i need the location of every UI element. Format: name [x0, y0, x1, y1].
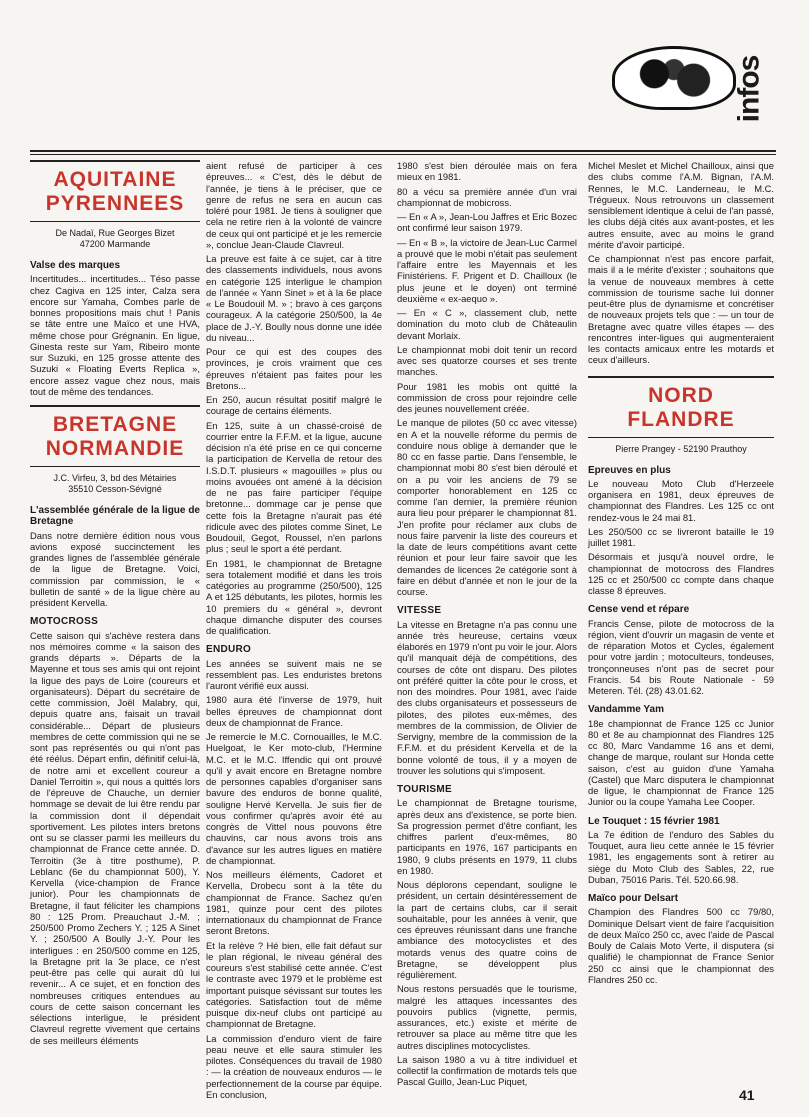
subheading: L'assemblée générale de la ligue de Bretagne [30, 505, 200, 528]
section-title: NORD FLANDRE [627, 383, 735, 431]
correspondent-address: Pierre Prangey - 52190 Prauthoy [615, 443, 747, 454]
column-2 [206, 160, 382, 1103]
subheading: Maïco pour Delsart [588, 893, 679, 904]
subheading: TOURISME [397, 784, 452, 795]
paragraph: Nos meilleurs éléments, Cadoret et Kervella, Drobecu sont à la tête du championnat de France. Sachez qu'en 1981, quinze pour cent des pilotes internationaux du championnat de France seront Bretons. [206, 869, 382, 937]
paragraph: Nous déplorons cependant, souligne le président, un certain désintéressement de la part de certains clubs, car il serait souhaitable, pour les années à venir, que ces épreuves réunissant dans une franche ambiance des motocyclistes et des motards venus des quatre coins de Bretagne, se développent plus régulièrement. [397, 879, 577, 980]
section-title: BRETAGNE NORMANDIE [45, 413, 185, 460]
paragraph: La saison 1980 a vu à titre individuel et collectif la confirmation de motards tels que Pascal Guillo, Jean-Luc Piquet, [397, 1053, 577, 1088]
subheading: Cense vend et répare [588, 604, 690, 616]
paragraph: Dans notre dernière édition nous vous avions exposé succinctement les grandes lignes de l'assemblée générale de la ligue de Bretagne. Voici, commission par commission, le « bulletin de santé » de la ligue chère au président Kervella. [30, 529, 200, 608]
paragraph: — En « B », la victoire de Jean-Luc Carmel a prouvé que le mobi n'était pas seulement l'affaire entre les Mayennais et les Finistériens. F. Prigent et D. Chailloux (le plus jeune et le doyen) ont terminé deuxième « ex-aequo ». [397, 236, 577, 304]
paragraph: Le championnat mobi doit tenir un record avec ses quatorze courses et ses trente manches. [397, 343, 577, 378]
paragraph: Le manque de pilotes (50 cc avec vitesse) en A et la nouvelle réforme du permis de conduire nous oblige à demander que le 80 cc en fasse partie. Dans l'ensemble, le championnat mobi 80 s'est bien déroulé et on a pu voir les anciens de 79 se comporter honorablement en 125 cc comme l'an dernier, la première réunion aura lieu pour préparer le championnat 81. J'en profite pour réclamer aux clubs de nous faire parvenir la liste des coureurs et la date de leurs compétitions avant cette réunion et pour leur faire savoir que les demandes de licences 2e catégorie sont à faire en début d'année et non le jour de la course. [397, 417, 577, 597]
paragraph: Champion des Flandres 500 cc 79/80, Dominique Delsart vient de faire l'acquisition de deux Maïco 250 cc, avec l'aide de Pascal Bouly de Calais Moto Verte, il disputera (si qualifié) le championnat de France Senior 250 cc ainsi que le championnat des Flandres 250 cc. [588, 906, 774, 985]
column-3 [397, 160, 577, 1091]
paragraph: 1980 aura été l'inverse de 1979, huit belles épreuves de championnat dont deux de championnat de France. [206, 694, 382, 728]
paragraph: Pour ce qui est des coupes des provinces, je crois vraiment que ces épreuves n'étaient pas faites pour les Bretons... [206, 346, 382, 391]
paragraph: La commission d'enduro vient de faire peau neuve et elle saura stimuler les pilotes. Conséquences du travail de 1980 : — la création de nouveaux enduros — le perfectionnement de la course par équipe. En conclusion, [206, 1032, 382, 1100]
paragraph: Je remercie le M.C. Cornouailles, le M.C. Huelgoat, le Ker moto-club, l'Hermine M.C. et le M.C. Iffendic qui ont prouvé qu'il y avait encore en Bretagne nombre de personnes capables d'organiser sans bavure des enduros de bonne qualité, souligne Hervé Kervella. Je suis fier de vous confirmer qu'après avoir été au congrès de Vittel nous pouvons être chauvins, car nous avons trois ans d'avance sur les autres ligues en matière de championnat. [206, 731, 382, 866]
paragraph: Et la relève ? Hé bien, elle fait défaut sur le plan régional, le niveau général des coureurs s'est stabilisé cette année. C'est le contraste avec 1979 et le problème est important puisque sévissant sur toutes les catégories. Satisfaction tout de même puisque dix-neuf clubs ont participé au championnat de Bretagne. [206, 939, 382, 1030]
paragraph: — En « A », Jean-Lou Jaffres et Eric Bozec ont confirmé leur saison 1979. [397, 211, 577, 234]
section-title: AQUITAINE PYRENNEES [45, 168, 185, 215]
page-number: 41 [739, 1087, 755, 1103]
paragraph: 18e championnat de France 125 cc Junior 80 et 8e au championnat des Flandres 125 cc 80, Marc Vandamme 16 ans et demi, change de marque, roulant sur Honda cette saison, c'est au guidon d'une Yamaha (Castel) que Marc disputera le championnat de ligue, le championnat de France 125 Junior ou la coupe Yamaha Lee Cooper. [588, 717, 774, 808]
section-header-bretagne [30, 405, 200, 467]
paragraph: Les années se suivent mais ne se ressemblent pas. Les enduristes bretons l'auront vérifié eux aussi. [206, 657, 382, 691]
subheading: Valse des marques [30, 260, 121, 271]
paragraph: Le nouveau Moto Club d'Herzeele organisera en 1981, deux épreuves de championnat des Flandres. Les 125 cc ont rendez-vous le 24 mai 81. [588, 477, 774, 523]
header-rule-thin [30, 154, 776, 155]
paragraph: La preuve est faite à ce sujet, car à titre des classements individuels, nous avons en catégorie 125 interligue le champion de l'année « Yann Sinet » et à la 6e place « Le Boudouil M. » ; bravo à ces garçons courageux. A la catégorie 250/500, la 4e place de J.-Y. Boully nous donne une idée du niveau... [206, 253, 382, 343]
paragraph: La 7e édition de l'enduro des Sables du Touquet, aura lieu cette année le 15 février 1981, les engagements sont à retirer au siège du Moto Club des Sables, 22, rue Duban, 75016 Paris. Tél. 520.66.98. [588, 828, 774, 885]
header-rule [30, 150, 776, 152]
paragraph: Francis Cense, pilote de motocross de la région, vient d'ouvrir un magasin de vente et de réparation Motos et Cycles, également pour votre jardin ; motoculteurs, tondeuses, tronçonneuses n'ont pas de secret pour Francis. 54 bis Route Nationale - 59 Meteren. Tél. (28) 43.01.62. [588, 617, 774, 696]
section-header-aquitaine [30, 160, 200, 222]
subheading: Le Touquet : 15 février 1981 [588, 815, 720, 827]
paragraph: En 250, aucun résultat positif malgré le courage de certains éléments. [206, 394, 382, 417]
section-header-nord-flandre [588, 376, 774, 438]
paragraph: Le championnat de Bretagne tourisme, après deux ans d'existence, se porte bien. Sa progression permet d'être confiant, les chiffres parlent d'eux-mêmes, 80 participants en 1976, 167 participants en 1980, 9 clubs présents en 1979, 11 clubs en 1980. [397, 797, 577, 876]
paragraph: Nous restons persuadés que le tourisme, malgré les attaques incessantes des pouvoirs publics (vignette, permis, assurances, etc.) existe et mérite de retrouver sa place au même titre que les autres disciplines motocyclistes. [397, 983, 577, 1051]
paragraph: aient refusé de participer à ces épreuves... « C'est, dès le début de l'année, je tiens à le préciser, que ce genre de refus ne sera en aucun cas toléré pour 1981. Je tiens à souligner que cela ne retire rien à la volonté de vaincre de ceux qui ont participé et je les remercie », conclue Jean-Claude Clavreul. [206, 160, 382, 250]
subheading: Epreuves en plus [588, 464, 671, 476]
subheading: VITESSE [397, 605, 442, 617]
paragraph: En 1981, le championnat de Bretagne sera totalement modifié et dans les trois catégories au programme (250/500), 125 A et 125 débutants, les pilotes, hormis les 10 premiers du « général », devront chaque dimanche disputer des courses de qualification. [206, 557, 382, 636]
paragraph: — En « C », classement club, nette domination du moto club de Châteaulin devant Morlaix. [397, 307, 577, 341]
infos-logo [612, 46, 736, 110]
paragraph: La vitesse en Bretagne n'a pas connu une année très heureuse, certains vœux élaborés en 1979 n'ont pu voir le jour. Alors qu'il manquait déjà de compétitions, des courses de côte ont disparu. Des pilotes ont préféré quitter la côte pour le cross, et non des moindres. Pour 1981, avec l'aide des clubs organisateurs et possesseurs de pilotes, des pilotes eux-mêmes, des membres de la commission, de Olivier de Servigny, membre de la commission de la F.F.M. et du président Kervella et de la bonne volonté de tous, il y a moyen de trouver les solutions qui s'imposent. [397, 618, 577, 776]
subheading: MOTOCROSS [30, 616, 99, 628]
motorcycle-illustration [625, 57, 723, 99]
paragraph: Pour 1981 les mobis ont quitté la commission de cross pour rejoindre celle des jeunes nouvellement créée. [397, 380, 577, 414]
subheading: ENDURO [206, 644, 252, 656]
paragraph: 1980 s'est bien déroulée mais on fera mieux en 1981. [397, 160, 577, 183]
paragraph: 80 a vécu sa première année d'un vrai championnat de mobicross. [397, 185, 577, 208]
column-4 [588, 160, 774, 988]
paragraph: Les 250/500 cc se livreront bataille le 19 juillet 1981. [588, 525, 774, 548]
paragraph: Cette saison qui s'achève restera dans nos mémoires comme « la saison des grands départs ». Départs de la Mayenne et tous ses amis qui ont rejoint la ligue des pays de Loire (coureurs et organisateurs). Départ du secrétaire de cette commission, Joël Malabry, qui, depuis quatre ans, faisait un travail considérable... Départ de plusieurs membres de cette commission qui ne se sont pas représentés ou qui n'ont pas été réélus. Départ enfin, définitif celui-là, de notre ami et excellent coureur a Daniel Terroitin », qui nous a quittés lors de l'épreuve de Chauche, un dernier hommage se devait de lui être rendu par la commission dont il dépendait sportivement. Les pilotes inters bretons ont su se classer parmi les meilleurs du championnat de France cette année. D. Terroitin (3e à titre posthume), P. Leblanc (6e du championnat 500), Y. Kervella (vice-champion de France junior). Pour les championnats de Bretagne, il faut féliciter les champions 80 : 125 Prom. Preauchaut J.-M. ; 250/500 Promo Zechers Y. ; 125 A Sinet Y. ; 250/500 A Boully J.-Y. Pour les interligues : en 250/500 comme en 125, la Bretagne prit la 3e place, ce n'est peut-être pas celle qui aurait dû lui revenir... A ce sujet, et en fonction des nombreuses critiques entendues au cours de cette saison concernant les sélections interligue, le président Clavreul regrette vivement que certains de ses meilleurs éléments [30, 629, 200, 1046]
paragraph: Michel Meslet et Michel Chailloux, ainsi que des clubs comme l'A.M. Bignan, l'A.M. Rennes, le M.C. Landerneau, le M.C. Trégueux. Nous retrouvons un classement sensiblement identique à celui de l'an passé, les clubs déjà cités aux avant-postes, et les autres ensuite, avec au moins le grand mérite d'avoir participé. [588, 160, 774, 250]
column-1 [30, 160, 200, 1049]
infos-wordmark: infos [732, 55, 766, 123]
paragraph: Désormais et jusqu'à nouvel ordre, le championnat de motocross des Flandres 125 cc et 250/500 cc compte dans chaque classe 8 épreuves. [588, 551, 774, 596]
paragraph: Ce championnat n'est pas encore parfait, mais il a le mérite d'exister ; souhaitons que la venue de nouveaux membres à cette commission de tourisme sache lui donner peut-être plus de dynamisme et concrétiser de nouveaux projets tels que : — un tour de Bretagne avec quatre villes étapes — des rencontres inter-ligues qui augmenteraient les contacts amicaux entre les motards et ceux d'ailleurs. [588, 253, 774, 366]
correspondent-address: De Nadaï, Rue Georges Bizet 47200 Marmande [55, 228, 175, 249]
correspondent-address: J.C. Virfeu, 3, bd des Métairies 35510 Cesson-Sévigné [53, 473, 177, 494]
paragraph: Incertitudes... incertitudes... Téso passe chez Cagiva en 125 inter, Calza sera encore sur Yamaha, Combes parle de bonnes propositions mais chut ! Panis se tâte entre une Maïco et une HVA, même chose pour Grégnanin. En ligue, Ginesta reste sur Yam, Ribeiro monte sur Suzuki, en 125 grosse attente des Suzuki « Floating Everts Replica », encore assez vague chez nous, mais tout de même des tendances. [30, 273, 200, 397]
subheading: Vandamme Yam [588, 704, 664, 716]
paragraph: En 125, suite à un chassé-croisé de courrier entre la F.F.M. et la ligue, aucune décision n'a été prise en ce qui concerne la participation de Kervella de retour des I.S.D.T. plusieurs « magouilles » plus ou moins avouées ont amené à la décision de ne pas faire participer l'équipe bretonne... dommage car je pense que cette fois la Bretagne n'aurait pas été ridicule avec des pilotes comme Sinet, Le Boudouil, Gegot, Roussel, n'en parlons plus ; seul le sport a été perdant. [206, 419, 382, 555]
